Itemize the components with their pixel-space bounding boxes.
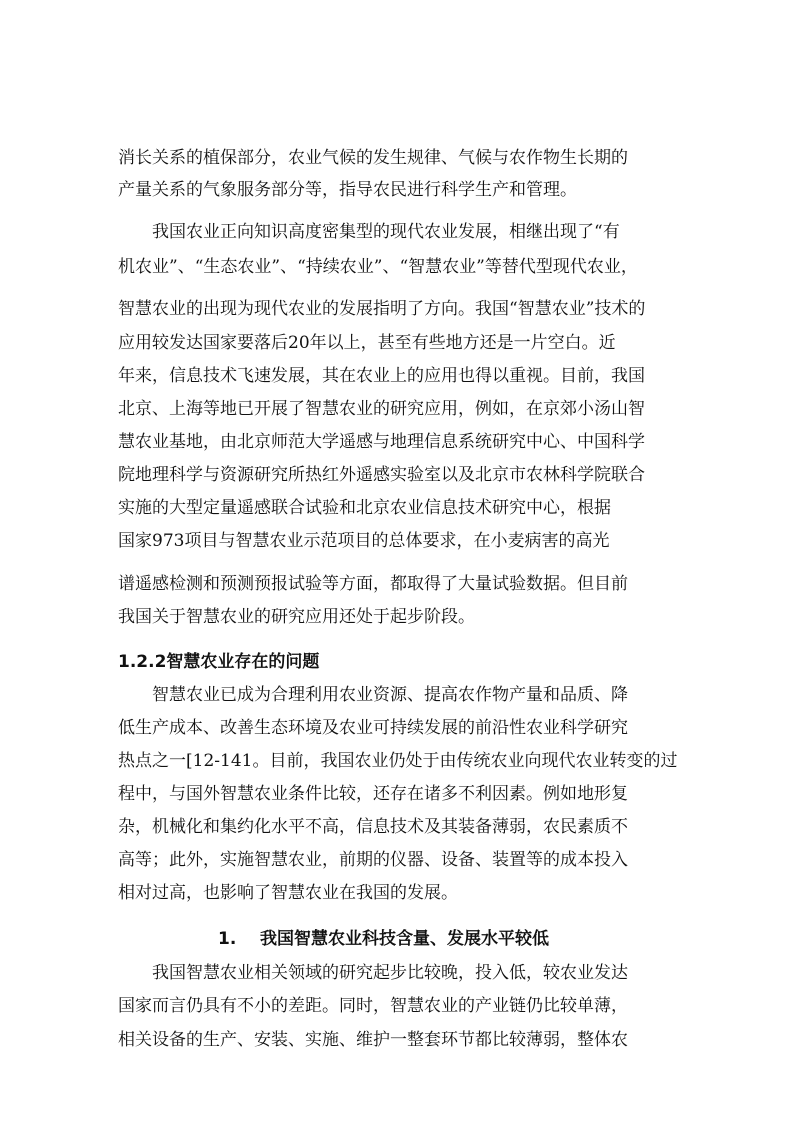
- paragraph-line: 应用较发达国家要落后20年以上，甚至有些地方还是一片空白。近: [118, 333, 616, 353]
- paragraph-line: 我国关于智慧农业的研究应用还处于起步阶段。: [118, 607, 475, 627]
- heading-text: 我国智慧农业科技含量、发展水平较低: [260, 929, 549, 949]
- paragraph-line: 机农业”、“生态农业”、“持续农业”、“智慧农业”等替代型现代农业，: [118, 257, 638, 277]
- paragraph-line: 消长关系的植保部分，农业气候的发生规律、气候与农作物生长期的: [118, 148, 628, 168]
- paragraph-line: 高等；此外，实施智慧农业，前期的仪器、设备、装置等的成本投入: [118, 850, 628, 870]
- paragraph-line: 年来，信息技术飞速发展，其在农业上的应用也得以重视。目前，我国: [118, 366, 645, 386]
- paragraph-line: 国家而言仍具有不小的差距。同时，智慧农业的产业链仍比较单薄，: [118, 996, 628, 1016]
- paragraph-line: 相关设备的生产、安装、实施、维护一整套环节都比较薄弱，整体农: [118, 1030, 628, 1050]
- paragraph-line: 北京、上海等地已开展了智慧农业的研究应用，例如，在京郊小汤山智: [118, 399, 645, 419]
- paragraph-line: 谱遥感检测和预测预报试验等方面，都取得了大量试验数据。但目前: [118, 574, 628, 594]
- paragraph-line: 我国智慧农业相关领域的研究起步比较晚，投入低，较农业发达: [152, 963, 628, 983]
- paragraph-line: 杂，机械化和集约化水平不高，信息技术及其装备薄弱，农民素质不: [118, 817, 628, 837]
- heading-number: 1.: [218, 929, 237, 949]
- paragraph-line: 国家973项目与智慧农业示范项目的总体要求，在小麦病害的高光: [118, 531, 610, 551]
- paragraph-line: 智慧农业已成为合理利用农业资源、提高农作物产量和品质、降: [152, 685, 628, 705]
- paragraph-line: 智慧农业的出现为现代农业的发展指明了方向。我国“智慧农业”技术的: [118, 299, 646, 319]
- paragraph-line: 程中，与国外智慧农业条件比较，还存在诸多不利因素。例如地形复: [118, 784, 628, 804]
- section-heading: 1.2.2智慧农业存在的问题: [118, 652, 320, 672]
- paragraph-line: 热点之一[12-141。目前，我国农业仍处于由传统农业向现代农业转变的过: [118, 751, 678, 771]
- paragraph-line: 院地理科学与资源研究所热红外遥感实验室以及北京市农林科学院联合: [118, 465, 645, 485]
- paragraph-line: 慧农业基地，由北京师范大学遥感与地理信息系统研究中心、中国科学: [118, 432, 645, 452]
- paragraph-line: 实施的大型定量遥感联合试验和北京农业信息技术研究中心，根据: [118, 498, 611, 518]
- paragraph-line: 相对过高，也影响了智慧农业在我国的发展。: [118, 883, 458, 903]
- numbered-heading: [218, 928, 549, 950]
- paragraph-line: 产量关系的气象服务部分等，指导农民进行科学生产和管理。: [118, 180, 577, 200]
- paragraph-line: 我国农业正向知识高度密集型的现代农业发展，相继出现了“有: [152, 222, 620, 242]
- paragraph-line: 低生产成本、改善生态环境及农业可持续发展的前沿性农业科学研究: [118, 718, 628, 738]
